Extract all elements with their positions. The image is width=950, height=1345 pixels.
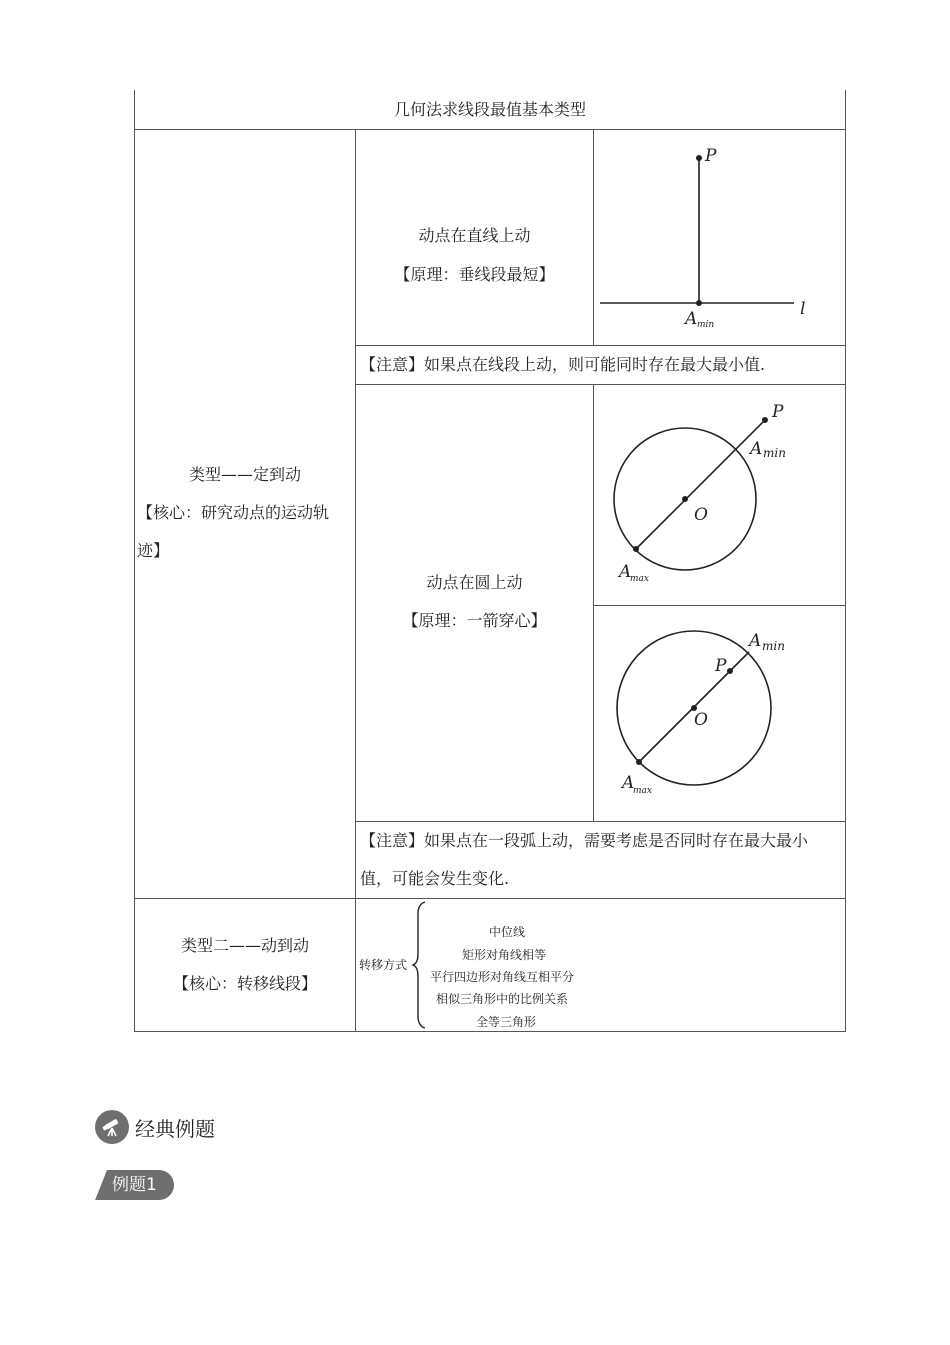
- label-a-min-1: A: [750, 439, 763, 459]
- label-a: A: [685, 309, 698, 329]
- circle-case-note-line2: 值，可能会发生变化.: [360, 869, 510, 888]
- line-case-principle: 【原理：垂线段最短】: [394, 265, 555, 284]
- circle-diagram-outside: [594, 385, 845, 605]
- center-o-1: [682, 496, 688, 502]
- method-item: 相似三角形中的比例关系: [436, 992, 569, 1006]
- line-case-note: 【注意】如果点在线段上动，则可能同时存在最大最小值.: [360, 355, 766, 374]
- table-border-right: [845, 90, 846, 1032]
- line-case-title: 动点在直线上动: [418, 226, 531, 245]
- label-o-2: O: [694, 710, 708, 730]
- method-item: 平行四边形对角线互相平分: [430, 970, 575, 984]
- label-a-max-1: A: [619, 562, 632, 582]
- point-p-2: [727, 668, 733, 674]
- type1-core-line2: 迹】: [137, 541, 170, 560]
- point-a-min: [696, 300, 702, 306]
- section-header: [95, 1110, 215, 1144]
- type1-label: 类型——定到动: [188, 465, 301, 484]
- label-p-2: P: [715, 656, 727, 676]
- circle-diagram-inside: [594, 606, 845, 821]
- example-label: 例题1: [112, 1175, 157, 1195]
- point-a-max-1: [633, 546, 639, 552]
- transfer-label: 转移方式: [359, 958, 408, 972]
- label-min: min: [697, 320, 715, 330]
- telescope-icon: [95, 1110, 129, 1144]
- line-through-center-1: [636, 420, 765, 549]
- label-a-min-2: A: [749, 631, 762, 651]
- label-o-1: O: [694, 505, 708, 525]
- method-item: 中位线: [489, 925, 526, 939]
- point-p: [696, 155, 702, 161]
- circle-case-title: 动点在圆上动: [426, 573, 523, 592]
- label-p: P: [705, 146, 717, 166]
- method-item: 矩形对角线相等: [462, 948, 547, 962]
- perpendicular-diagram: [594, 130, 845, 345]
- label-min-2: min: [762, 639, 785, 653]
- table-header: 几何法求线段最值基本类型: [393, 100, 586, 119]
- method-item: 全等三角形: [476, 1015, 537, 1029]
- circle-case-principle: 【原理：一箭穿心】: [402, 611, 547, 630]
- type2-core: 【核心：转移线段】: [172, 974, 317, 993]
- label-min-1: min: [763, 446, 786, 460]
- type1-core-line1: 【核心：研究动点的运动轨: [137, 503, 330, 522]
- label-p-1: P: [772, 402, 784, 422]
- table-border-bottom: [134, 1031, 846, 1032]
- point-a-max-2: [636, 759, 642, 765]
- label-max-2: max: [633, 786, 652, 796]
- section-title: 经典例题: [135, 1116, 215, 1141]
- table-border-left: [134, 90, 135, 1032]
- curly-brace: [412, 900, 428, 1030]
- label-l: l: [800, 299, 806, 319]
- label-max-1: max: [630, 574, 649, 584]
- point-p-1: [762, 417, 768, 423]
- type2-label: 类型二——动到动: [180, 936, 309, 955]
- label-a-max-2: A: [622, 773, 635, 793]
- table-rule-type2: [134, 898, 846, 899]
- circle-case-note-line1: 【注意】如果点在一段弧上动，需要考虑是否同时存在最大最小: [360, 831, 809, 850]
